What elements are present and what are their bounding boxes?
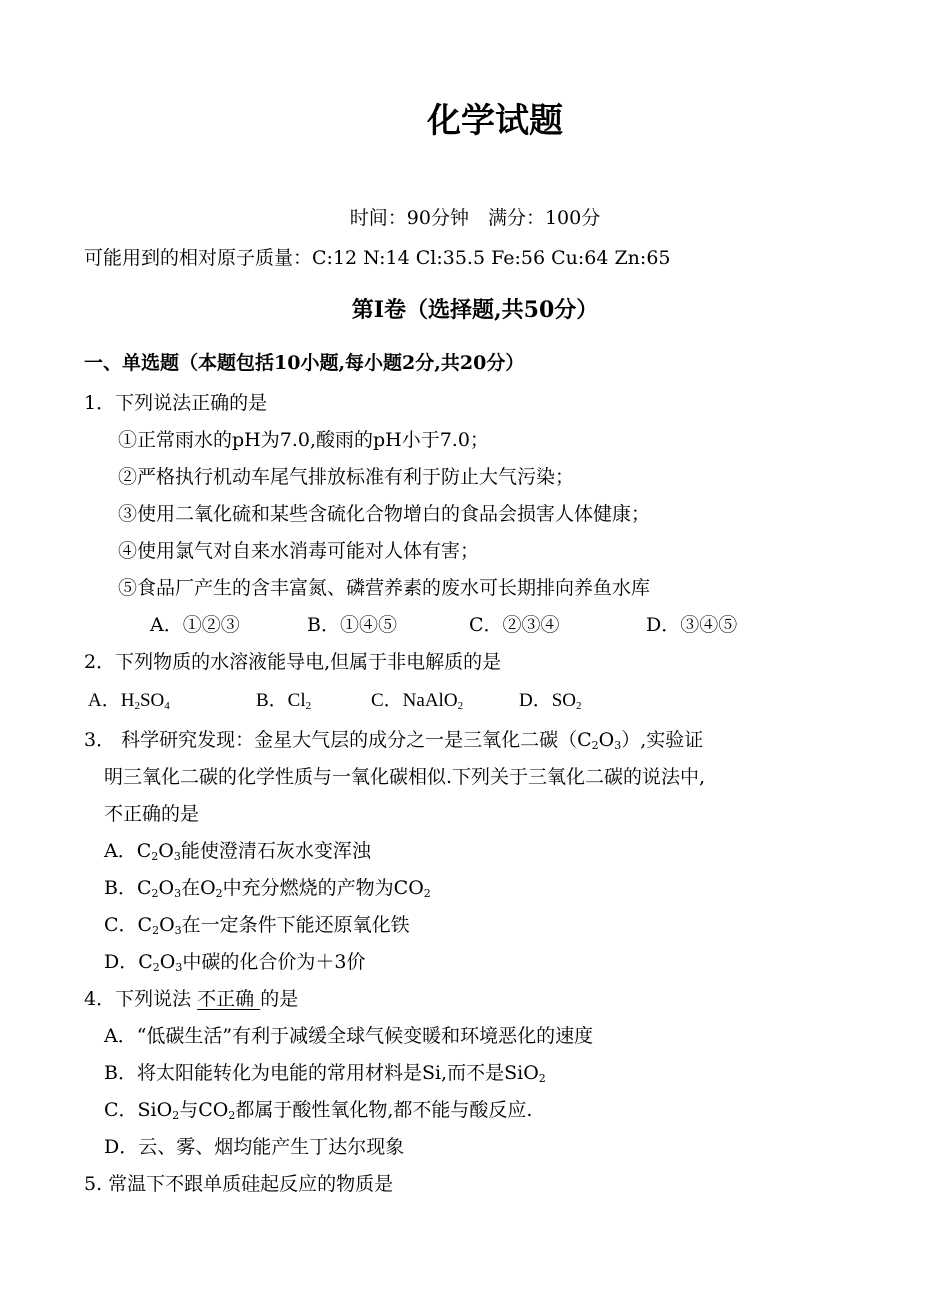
q2-option-d: D．$SO_2$	[519, 690, 582, 712]
q1-stem: 1．下列说法正确的是	[84, 392, 268, 414]
q1-option-b: B．①④⑤	[307, 614, 397, 636]
q5-stem: 5. 常温下不跟单质硅起反应的物质是	[84, 1173, 394, 1195]
q3-option-b: B．$C_2O_3$在$O_2$中充分燃烧的产物为$CO_2$	[104, 877, 431, 900]
q3-option-d: D．$C_2O_3$中碳的化合价为＋3价	[104, 951, 366, 974]
q4-option-a: A．“低碳生活”有利于减缓全球气候变暖和环境恶化的速度	[104, 1025, 594, 1047]
q1-item-1: ①正常雨水的pH为7.0,酸雨的pH小于7.0；	[118, 429, 489, 451]
q2-option-b: B．$Cl_2$	[256, 690, 312, 712]
part-title: 第Ⅰ卷（选择题,共50分）	[351, 297, 599, 323]
q2-option-a: A．$H_2SO_4$	[88, 690, 170, 712]
q1-item-2: ②严格执行机动车尾气排放标准有利于防止大气污染；	[118, 466, 575, 488]
atomic-masses: 可能用到的相对原子质量：C:12 N:14 Cl:35.5 Fe:56 Cu:64 Zn:65	[84, 247, 671, 269]
q3-option-c: C．$C_2O_3$在一定条件下能还原氧化铁	[104, 914, 410, 937]
q1-item-3: ③使用二氧化硫和某些含硫化合物增白的食品会损害人体健康；	[118, 503, 651, 525]
q1-item-5: ⑤食品厂产生的含丰富氮、磷营养素的废水可长期排向养鱼水库	[118, 577, 651, 599]
q4-option-d: D．云、雾、烟均能产生丁达尔现象	[104, 1136, 405, 1158]
q2-stem: 2．下列物质的水溶液能导电,但属于非电解质的是	[84, 651, 502, 673]
q1-option-c: C．②③④	[469, 614, 560, 636]
q3-option-a: A．$C_2O_3$能使澄清石灰水变浑浊	[104, 840, 371, 863]
q4-option-b: B．将太阳能转化为电能的常用材料是Si,而不是SiO$_2$	[104, 1062, 546, 1085]
q4-stem: 4．下列说法 不正确 的是	[84, 988, 299, 1010]
section-title: 一、单选题（本题包括10小题,每小题2分,共20分）	[84, 352, 525, 374]
q3-stem-line-2: 明三氧化二碳的化学性质与一氧化碳相似.下列关于三氧化二碳的说法中,	[104, 766, 706, 788]
q1-option-d: D．③④⑤	[646, 614, 738, 636]
exam-title: 化学试题	[427, 101, 563, 141]
q4-emphasis: 不正确	[197, 988, 261, 1010]
time-info: 时间：90分钟 满分：100分	[349, 207, 601, 229]
q3-stem-line-3: 不正确的是	[104, 803, 200, 825]
q1-option-a: A．①②③	[150, 614, 240, 636]
q2-option-c: C．NaAlO$_2$	[371, 690, 464, 712]
q1-item-4: ④使用氯气对自来水消毒可能对人体有害；	[118, 540, 480, 562]
q4-option-c: C．SiO$_2$与$CO_2$都属于酸性氧化物,都不能与酸反应.	[104, 1099, 533, 1122]
q3-stem-line-1: 3． 科学研究发现：金星大气层的成分之一是三氧化二碳$(C_2O_3)$,实验证	[84, 729, 704, 752]
